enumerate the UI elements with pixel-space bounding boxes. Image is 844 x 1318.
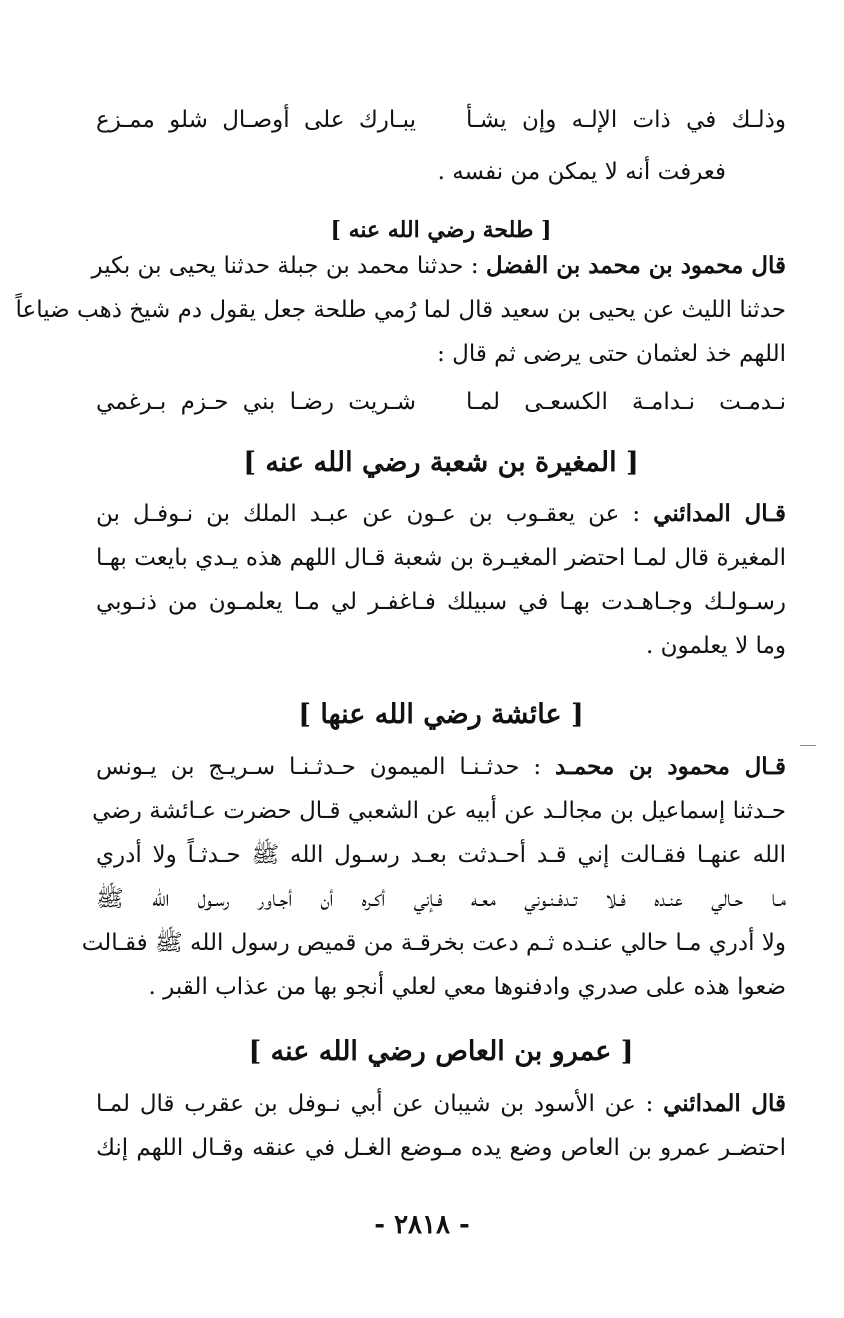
text-line xyxy=(96,492,786,536)
text-line xyxy=(91,244,786,288)
paragraph-aisha xyxy=(81,745,787,1009)
text-line xyxy=(96,745,786,789)
section-heading-mughira: [ المغيرة بن شعبة رضي الله عنه ] xyxy=(243,447,639,478)
text-line: مـا حـالي عنـده فـلا تـدفـنـوني معـه فـإني أكـره أن أجـاور رسـول الله ﷺ xyxy=(96,886,786,912)
text-line: احتضـر عمرو بن العاص وضع يده مـوضع الغـل في عنقه وقـال اللهم إنك xyxy=(96,1135,786,1161)
text-line: المغيرة قال لمـا احتضر المغيـرة بن شعبة قـال اللهم هذه يـدي بايعت بهـا xyxy=(96,545,786,571)
verse-line-2 xyxy=(96,380,786,424)
text-line: اللهم خذ لعثمان حتى يرضى ثم قال : xyxy=(437,341,786,367)
text-line: حدثنا الليث عن يحيى بن سعيد قال لما رُمي طلحة جعل يقول دم شيخ ذهب ضياعاً xyxy=(15,297,786,323)
text-span: : عن يعقـوب بن عـون عن عبـد الملك بن نـوفـل بن xyxy=(96,501,641,527)
paragraph-talha xyxy=(15,244,786,376)
verse-right-hemistich: نـدمـت نـدامـة الكسعـى لمـا xyxy=(466,389,786,415)
text-span: : عن الأسود بن شيبان عن أبي نـوفل بن عقرب قال لمـا xyxy=(96,1091,654,1117)
text-line: حـدثنا إسماعيل بن مجالـد عن أبيه عن الشعبي قـال حضرت عـائشة رضي xyxy=(92,798,786,824)
paragraph-amr xyxy=(96,1082,786,1170)
page-number: - ٢٨١٨ - xyxy=(374,1210,470,1240)
paragraph-mughira xyxy=(96,492,786,668)
section-heading-aisha: [ عائشة رضي الله عنها ] xyxy=(298,699,584,730)
text-line xyxy=(96,1082,786,1126)
text-line: الله عنهـا فقـالت إني قـد أحـدثت بعـد رسـول الله ﷺ حـدثـاً ولا أدري xyxy=(96,842,786,868)
text-span: : حدثنا محمد بن جبلة حدثنا يحيى بن بكير xyxy=(91,253,479,279)
narrator-lead: قـال المدائني xyxy=(653,500,786,527)
text-line: ولا أدري مـا حالي عنـده ثـم دعت بخرقـة من قميص رسول الله ﷺ فقـالت xyxy=(81,930,786,956)
narrator-lead: قال المدائني xyxy=(663,1090,786,1117)
text-span: : حدثـنـا الميمون حـدثـنـا سـريـج بن يـونس xyxy=(96,754,542,780)
text-line: وما لا يعلمون . xyxy=(646,633,786,659)
narrator-lead: قال محمود بن محمد بن الفضل xyxy=(485,252,786,279)
verse-left-hemistich: شـريت رضـا بني حـزم بـرغمي xyxy=(96,389,416,415)
verse-left-hemistich: يبـارك على أوصـال شلو ممـزع xyxy=(96,107,416,133)
paragraph-intro xyxy=(96,150,786,194)
verse-line-1 xyxy=(96,98,786,142)
text-line: ضعوا هذه على صدري وادفنوها معي لعلي أنجو بها من عذاب القبر . xyxy=(148,974,786,1000)
section-heading-talha: [ طلحة رضي الله عنه ] xyxy=(330,217,552,243)
section-heading-amr: [ عمرو بن العاص رضي الله عنه ] xyxy=(248,1036,634,1067)
text-line: رسـولـك وجـاهـدت بهـا في سبيلك فـاغفـر لي مـا يعلمـون من ذنـوبي xyxy=(96,589,786,615)
margin-mark xyxy=(800,745,816,746)
verse-right-hemistich: وذلـك في ذات الإلـه وإن يشـأ xyxy=(466,107,786,133)
narrator-lead: قـال محمود بن محمـد xyxy=(555,753,787,780)
text-line: فعرفت أنه لا يمكن من نفسه . xyxy=(437,159,726,185)
